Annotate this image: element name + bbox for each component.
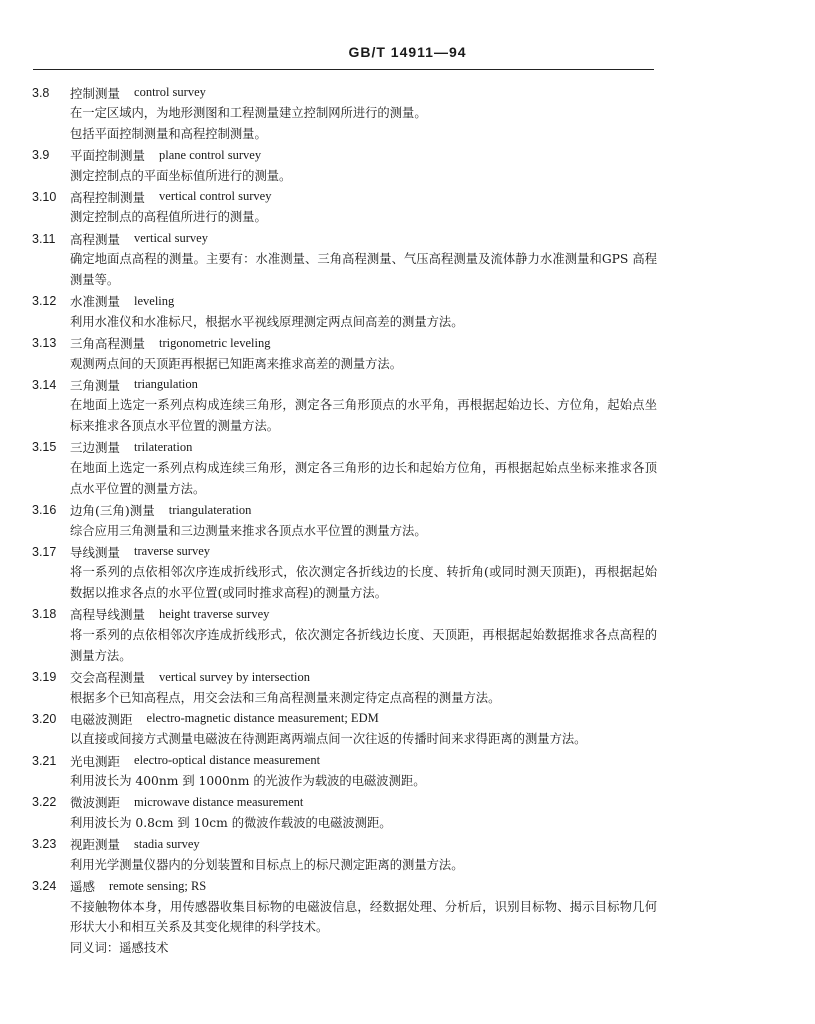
term-definition <box>70 771 657 792</box>
term-heading <box>32 291 657 312</box>
term-definition <box>70 562 657 604</box>
term-definition <box>70 207 657 228</box>
definition-paragraph: 以直接或间接方式测量电磁波在待测距离两端点间一次往返的传播时间来求得距离的测量方法。 <box>70 732 587 747</box>
term-entry <box>32 186 657 228</box>
definition-paragraph: 利用光学测量仪器内的分划装置和目标点上的标尺测定距离的测量方法。 <box>70 857 464 872</box>
term-heading <box>32 541 657 562</box>
definition-paragraph: 综合应用三角测量和三边测量来推求各顶点水平位置的测量方法。 <box>70 523 427 538</box>
term-chinese: 控制测量 <box>70 85 121 101</box>
term-number: 3.8 <box>32 85 50 100</box>
term-number: 3.15 <box>32 440 57 455</box>
term-chinese: 平面控制测量 <box>70 148 146 164</box>
term-definition <box>70 354 657 375</box>
term-definition <box>70 395 657 437</box>
term-chinese: 水准测量 <box>70 294 121 310</box>
definition-paragraph: 根据多个已知高程点，用交会法和三角高程测量来测定待定点高程的测量方法。 <box>70 690 501 705</box>
term-heading <box>32 82 657 103</box>
term-entry <box>32 291 657 333</box>
term-heading <box>32 708 657 729</box>
term-number: 3.22 <box>32 795 57 810</box>
term-number: 3.10 <box>32 189 57 204</box>
term-english: microwave distance measurement <box>134 794 304 809</box>
term-number: 3.18 <box>32 607 57 622</box>
term-english: plane control survey <box>159 147 262 162</box>
term-heading <box>32 437 657 458</box>
definition-paragraph: 利用波长为 0.8cm 到 10cm 的微波作载波的电磁波测距。 <box>70 815 392 830</box>
definition-paragraph: 在一定区域内，为地形测图和工程测量建立控制网所进行的测量。 <box>70 106 427 120</box>
term-number: 3.13 <box>32 336 57 351</box>
term-number: 3.12 <box>32 294 57 309</box>
term-number: 3.19 <box>32 670 57 685</box>
term-heading <box>32 145 657 166</box>
term-definition <box>70 166 657 187</box>
term-chinese: 光电测距 <box>70 753 121 769</box>
term-definition <box>70 625 657 667</box>
term-definition <box>70 813 657 834</box>
term-entry <box>32 82 657 145</box>
term-chinese: 电磁波测距 <box>70 711 133 727</box>
term-chinese: 高程测量 <box>70 231 121 247</box>
definition-paragraph: 观测两点间的天顶距再根据已知距离来推求高差的测量方法。 <box>70 356 403 371</box>
standard-code-header: GB/T 14911—94 <box>348 44 467 60</box>
definition-paragraph: 将一系列的点依相邻次序连成折线形式，依次测定各折线边长度、天顶距，再根据起始数据推求各点高程的测量方法。 <box>70 627 657 663</box>
term-entry <box>32 500 657 542</box>
term-entry <box>32 604 657 667</box>
term-entry <box>32 541 657 604</box>
term-english: trigonometric leveling <box>159 335 271 350</box>
term-chinese: 交会高程测量 <box>70 670 146 686</box>
term-list <box>32 82 657 959</box>
term-english: vertical survey <box>134 231 208 246</box>
term-entry <box>32 333 657 375</box>
term-definition <box>70 312 657 333</box>
term-heading <box>32 750 657 771</box>
term-definition <box>70 458 657 500</box>
definition-paragraph: 测定控制点的高程值所进行的测量。 <box>70 210 267 225</box>
term-english: vertical survey by intersection <box>159 669 311 684</box>
term-definition <box>70 729 657 750</box>
term-english: electro-magnetic distance measurement; EDM <box>146 711 379 726</box>
term-heading <box>32 228 657 249</box>
term-heading <box>32 834 657 855</box>
term-definition <box>70 249 657 291</box>
term-chinese: 边角(三角)测量 <box>70 503 155 519</box>
term-entry <box>32 708 657 750</box>
term-entry <box>32 792 657 834</box>
term-heading <box>32 186 657 207</box>
term-number: 3.24 <box>32 879 57 894</box>
term-chinese: 遥感 <box>70 879 96 895</box>
term-number: 3.23 <box>32 837 57 852</box>
term-heading <box>32 604 657 625</box>
term-definition <box>70 521 657 542</box>
definition-paragraph: 在地面上选定一系列点构成连续三角形，测定各三角形顶点的水平角，再根据起始边长、方位角，起始点坐标来推求各顶点水平位置的测量方法。 <box>70 398 657 434</box>
term-chinese: 微波测距 <box>70 795 121 811</box>
term-english: traverse survey <box>134 544 211 559</box>
term-entry <box>32 876 657 959</box>
term-english: remote sensing; RS <box>109 878 207 893</box>
term-definition <box>70 103 657 145</box>
term-english: electro-optical distance measurement <box>134 753 321 768</box>
term-number: 3.16 <box>32 503 57 518</box>
definition-paragraph: 包括平面控制测量和高程控制测量。 <box>70 126 267 141</box>
definition-paragraph: 将一系列的点依相邻次序连成折线形式，依次测定各折线边的长度、转折角(或同时测天顶距)，再根据起始数据以推求各点的水平位置(或同时推求高程)的测量方法。 <box>70 565 657 601</box>
term-chinese: 视距测量 <box>70 837 121 853</box>
term-definition <box>70 897 657 959</box>
term-number: 3.11 <box>32 231 56 246</box>
definition-paragraph: 不接触物体本身，用传感器收集目标物的电磁波信息，经数据处理、分析后，识别目标物、揭示目标物几何形状大小和相互关系及其变化规律的科学技术。 <box>70 899 657 935</box>
term-entry <box>32 437 657 500</box>
term-number: 3.14 <box>32 377 57 392</box>
term-english: triangulateration <box>168 502 252 517</box>
definition-paragraph: 利用波长为 400nm 到 1000nm 的光波作为载波的电磁波测距。 <box>70 774 426 789</box>
term-entry <box>32 228 657 291</box>
term-heading <box>32 792 657 813</box>
term-english: vertical control survey <box>159 189 272 204</box>
term-heading <box>32 667 657 688</box>
definition-paragraph: 测定控制点的平面坐标值所进行的测量。 <box>70 168 292 183</box>
term-number: 3.20 <box>32 711 57 726</box>
term-entry <box>32 667 657 709</box>
term-chinese: 三角高程测量 <box>70 336 146 352</box>
header-rule <box>33 69 654 70</box>
term-entry <box>32 834 657 876</box>
definition-paragraph: 确定地面点高程的测量。主要有：水准测量、三角高程测量、气压高程测量及流体静力水准测量和GPS 高程测量等。 <box>70 252 657 287</box>
term-english: height traverse survey <box>159 606 270 621</box>
term-english: stadia survey <box>134 836 200 851</box>
term-number: 3.9 <box>32 148 50 163</box>
term-chinese: 导线测量 <box>70 544 121 560</box>
term-entry <box>32 374 657 437</box>
definition-paragraph: 在地面上选定一系列点构成连续三角形，测定各三角形的边长和起始方位角，再根据起始点坐标来推求各顶点水平位置的测量方法。 <box>70 460 657 496</box>
term-entry <box>32 145 657 187</box>
term-heading <box>32 374 657 395</box>
term-number: 3.17 <box>32 544 57 559</box>
term-heading <box>32 500 657 521</box>
term-chinese: 三边测量 <box>70 440 121 456</box>
term-english: control survey <box>134 85 206 99</box>
term-number: 3.21 <box>32 753 57 768</box>
term-entry <box>32 750 657 792</box>
term-definition <box>70 855 657 876</box>
term-definition <box>70 688 657 709</box>
term-chinese: 高程导线测量 <box>70 607 146 623</box>
term-heading <box>32 876 657 897</box>
term-english: leveling <box>134 293 175 308</box>
term-english: triangulation <box>134 377 198 392</box>
term-english: trilateration <box>134 439 193 454</box>
term-chinese: 三角测量 <box>70 377 121 393</box>
definition-paragraph: 同义词：遥感技术 <box>70 941 169 956</box>
term-chinese: 高程控制测量 <box>70 189 146 205</box>
definition-paragraph: 利用水准仪和水准标尺，根据水平视线原理测定两点间高差的测量方法。 <box>70 314 464 329</box>
term-heading <box>32 333 657 354</box>
